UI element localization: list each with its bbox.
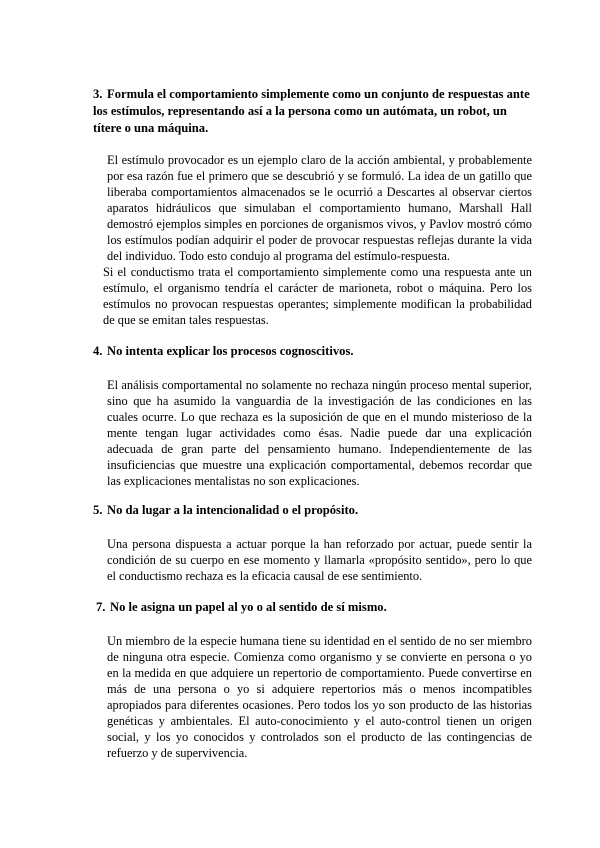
section-number: 5. xyxy=(93,503,103,517)
section-heading-text: No intenta explicar los procesos cognoscitivos. xyxy=(107,344,354,358)
section-heading-text: Formula el comportamiento simplemente como un conjunto de respuestas ante los estímulos, representando así a la persona como un autómata, un robot, un títere o una máquina. xyxy=(93,87,530,135)
section-7-body xyxy=(0,633,600,761)
section-4-body xyxy=(0,377,600,489)
section-5 xyxy=(0,502,600,519)
section-5-body xyxy=(0,536,600,584)
section-heading xyxy=(93,343,533,360)
section-paragraph: El estímulo provocador es un ejemplo claro de la acción ambiental, y probablemente por esa razón fue el primero que se descubrió y se formuló. La idea de un gatillo que liberaba comportamientos almacenados se le ocurrió a Descartes al observar ciertos aparatos hidráulicos que simulaban el comportamiento humano, Marshall Hall demostró ejemplos simples en porciones de organismos vivos, y Pavlov mostró cómo los estímulos podían adquirir el poder de provocar respuestas reflejas durante la vida del individuo. Todo esto condujo al programa del estímulo-respuesta. xyxy=(107,153,532,263)
section-paragraph: Un miembro de la especie humana tiene su identidad en el sentido de no ser miembro de ninguna otra especie. Comienza como organismo y se convierte en persona o yo en la medida en que adquiere un repertorio de comportamiento. Puede convertirse en más de una persona o yo si adquiere repertorios más o menos incompatibles apropiados para diferentes ocasiones. Pero todos los yo son producto de las historias genéticas y ambientales. El auto-conocimiento y el auto-control tienen un origen social, y los yo conocidos y controlados son el producto de las contingencias de refuerzo y de supervivencia. xyxy=(107,634,532,760)
section-heading-text: No da lugar a la intencionalidad o el propósito. xyxy=(107,503,359,517)
section-paragraph: Una persona dispuesta a actuar porque la han reforzado por actuar, puede sentir la condición de su cuerpo en ese momento y llamarla «propósito sentido», pero lo que el conductismo rechaza es la eficacia causal de ese sentimiento. xyxy=(107,537,532,583)
section-heading-text: No le asigna un papel al yo o al sentido de sí mismo. xyxy=(110,600,387,614)
section-heading xyxy=(93,86,533,137)
section-3 xyxy=(0,86,600,137)
section-3-body-2 xyxy=(0,264,600,328)
section-paragraph-2: Si el conductismo trata el comportamiento simplemente como una respuesta ante un estímulo, el organismo tendría el carácter de marioneta, robot o máquina. Pero los estímulos no provocan respuestas operantes; simplemente modifican la probabilidad de que se emitan tales respuestas. xyxy=(103,265,532,327)
section-heading xyxy=(93,502,533,519)
section-number: 3. xyxy=(93,87,103,101)
section-3-body xyxy=(0,152,600,264)
section-4 xyxy=(0,343,600,360)
section-number: 7. xyxy=(96,600,106,614)
section-7 xyxy=(0,599,600,616)
section-paragraph: El análisis comportamental no solamente no rechaza ningún proceso mental superior, sino que ha asumido la vanguardia de la investigación de las condiciones en las cuales ocurre. Lo que rechaza es la suposición de que en el mundo misterioso de la mente tengan lugar actividades como ésas. Nadie puede dar una explicación adecuada de gran parte del pensamiento humano. Independientemente de las insuficiencias que muestre una explicación comportamental, debemos recordar que las explicaciones mentalistas no son explicaciones. xyxy=(107,378,532,488)
section-heading xyxy=(96,599,536,616)
section-number: 4. xyxy=(93,344,103,358)
